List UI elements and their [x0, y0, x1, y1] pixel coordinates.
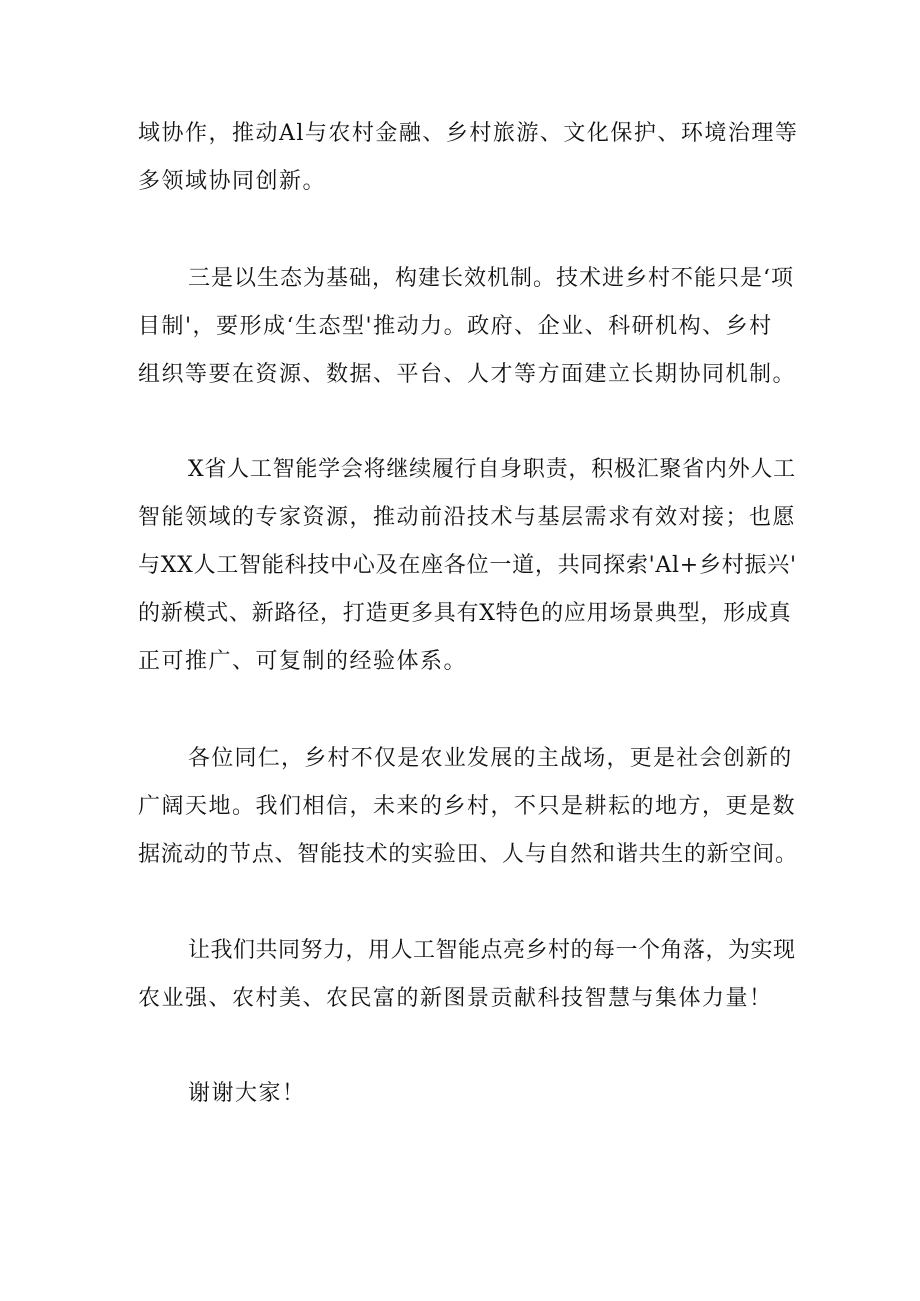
text-line: 组织等要在资源、数据、平台、人才等方面建立长期协同机制。 — [138, 362, 797, 387]
text-line: 正可推广、可复制的经验体系。 — [138, 649, 468, 674]
paragraph-society-commitment — [138, 446, 798, 686]
text-line: 智能领域的专家资源，推动前沿技术与基层需求有效对接；也愿 — [138, 505, 797, 530]
text-line: 谢谢大家！ — [188, 1081, 306, 1106]
text-line: 域协作，推动Al与农村金融、乡村旅游、文化保护、环境治理等 — [138, 121, 799, 146]
text-line: 广阔天地。我们相信，未来的乡村，不只是耕耘的地方，更是数 — [138, 794, 797, 819]
text-line: 农业强、农村美、农民富的新图景贡献科技智慧与集体力量！ — [138, 986, 773, 1011]
text-line: 的新模式、新路径，打造更多具有X特色的应用场景典型，形成真 — [138, 601, 792, 626]
text-line: 与XX人工智能科技中心及在座各位一道，共同探索'Al+乡村振兴' — [138, 553, 797, 578]
paragraph-call-to-action — [138, 927, 798, 1023]
text-line: 据流动的节点、智能技术的实验田、人与自然和谐共生的新空间。 — [138, 842, 798, 867]
text-line: 多领域协同创新。 — [138, 169, 327, 194]
paragraph-continuation — [138, 110, 798, 206]
text-line: 目制'，要形成‘生态型'推动力。政府、企业、科研机构、乡村 — [138, 314, 773, 339]
text-line: 三是以生态为基础，构建长效机制。技术进乡村不能只是‘项 — [188, 266, 794, 291]
text-line: X省人工智能学会将继续履行自身职责，积极汇聚省内外人工 — [188, 457, 796, 482]
text-line: 让我们共同努力，用人工智能点亮乡村的每一个角落，为实现 — [188, 938, 796, 963]
paragraph-thanks — [138, 1070, 798, 1118]
text-line: 各位同仁，乡村不仅是农业发展的主战场，更是社会创新的 — [188, 746, 793, 771]
paragraph-ecosystem — [138, 255, 798, 399]
paragraph-colleagues — [138, 735, 798, 879]
